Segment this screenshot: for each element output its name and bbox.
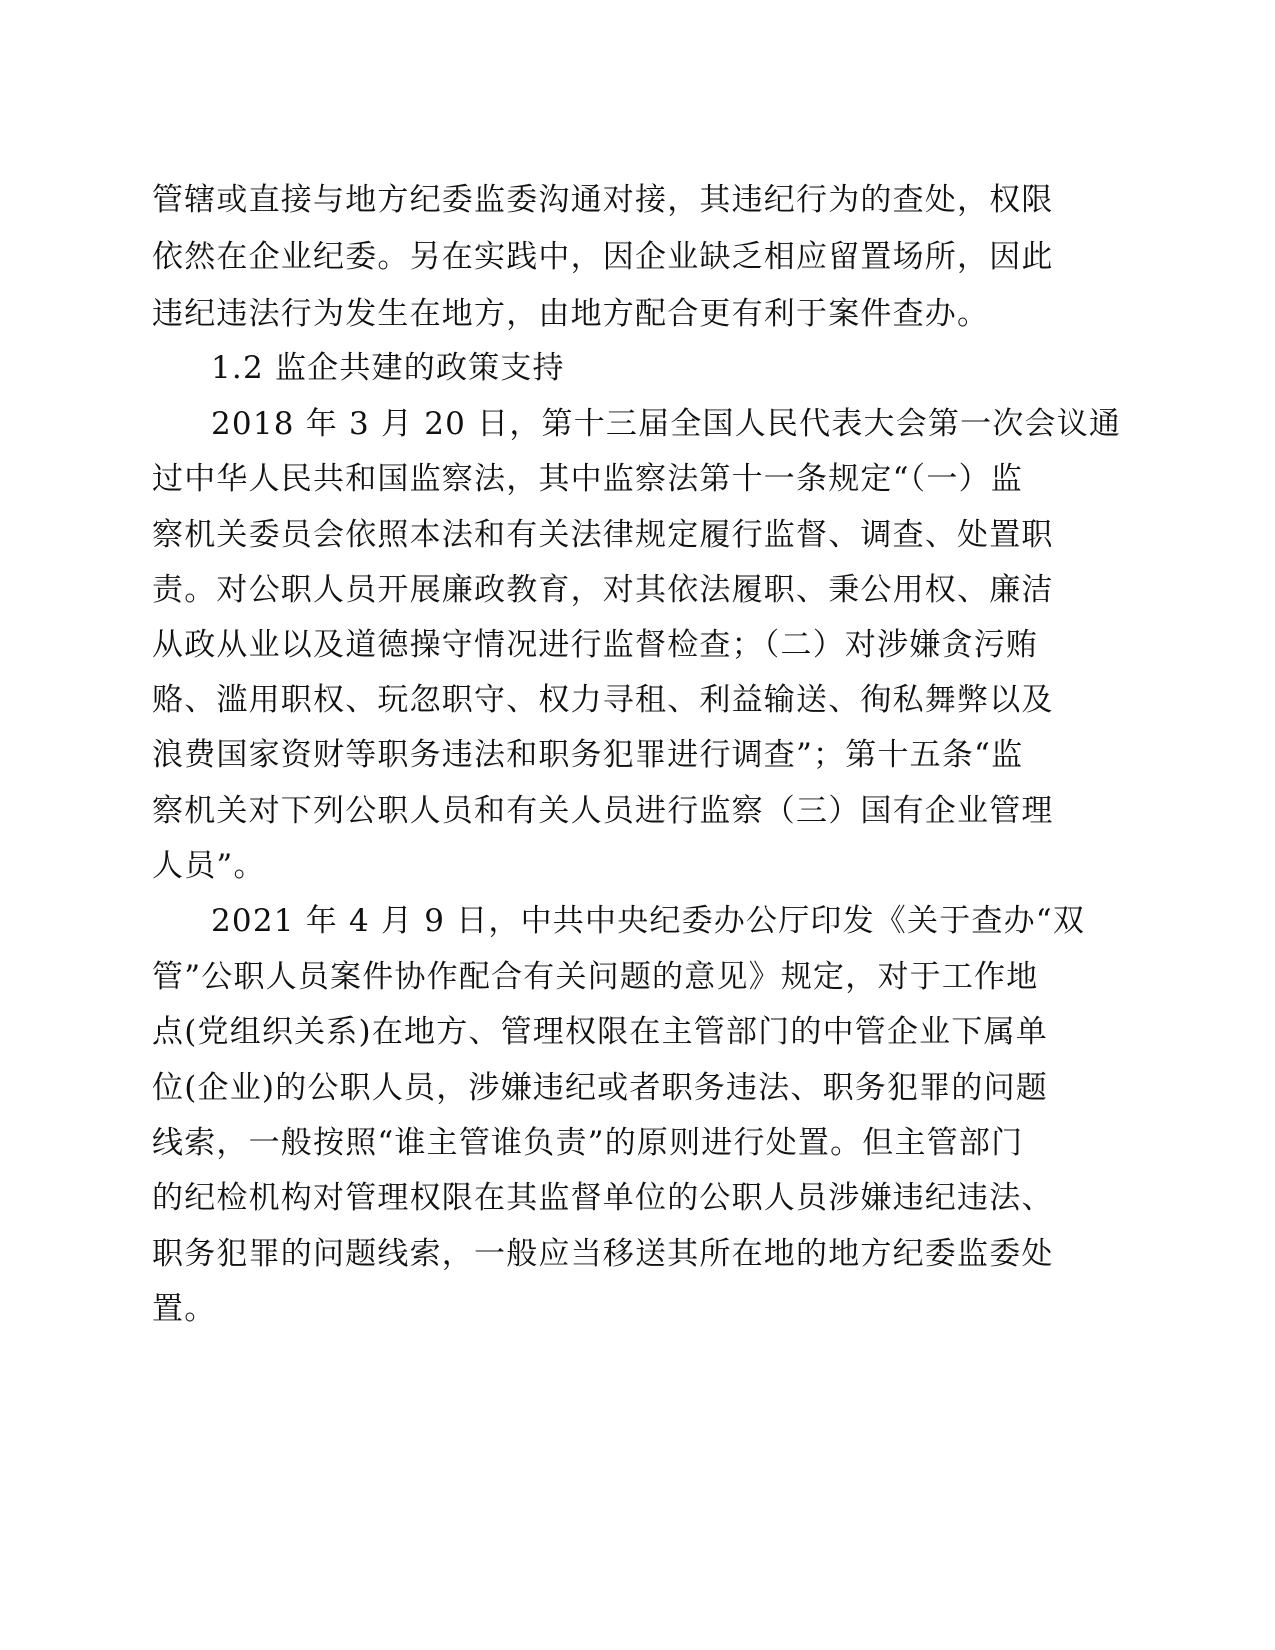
body-text-line: 位(企业)的公职人员，涉嫌违纪或者职务违法、职务犯罪的问题	[152, 1070, 1048, 1106]
section-heading: 1.2 监企共建的政策支持	[211, 350, 565, 386]
body-text-line: 人员”。	[152, 848, 266, 884]
body-text-line: 点(党组织关系)在地方、管理权限在主管部门的中管企业下属单	[152, 1014, 1048, 1050]
body-text-line: 察机关对下列公职人员和有关人员进行监察（三）国有企业管理	[152, 793, 1054, 829]
body-text-line: 浪费国家资财等职务违法和职务犯罪进行调查”；第十五条“监	[152, 737, 1024, 773]
body-text-line: 2021 年 4 月 9 日，中共中央纪委办公厅印发《关于查办“双	[211, 903, 1086, 939]
body-text-line: 违纪违法行为发生在地方，由地方配合更有利于案件查办。	[152, 296, 990, 332]
body-text-line: 职务犯罪的问题线索，一般应当移送其所在地的地方纪委监委处	[152, 1236, 1054, 1272]
body-text-line: 置。	[152, 1291, 217, 1327]
body-text-line: 赂、滥用职权、玩忽职守、权力寻租、利益输送、徇私舞弊以及	[152, 682, 1054, 718]
body-text-line: 管辖或直接与地方纪委监委沟通对接，其违纪行为的查处，权限	[152, 182, 1054, 218]
body-text-line: 过中华人民共和国监察法，其中监察法第十一条规定“（一）监	[152, 461, 1023, 497]
body-text-line: 依然在企业纪委。另在实践中，因企业缺乏相应留置场所，因此	[152, 239, 1054, 275]
body-text-line: 责。对公职人员开展廉政教育，对其依法履职、秉公用权、廉洁	[152, 572, 1054, 608]
body-text-line: 察机关委员会依照本法和有关法律规定履行监督、调查、处置职	[152, 517, 1054, 553]
body-text-line: 的纪检机构对管理权限在其监督单位的公职人员涉嫌违纪违法、	[152, 1180, 1054, 1216]
body-text-line: 从政从业以及道德操守情况进行监督检查；（二）对涉嫌贪污贿	[152, 627, 1039, 663]
body-text-line: 管”公职人员案件协作配合有关问题的意见》规定，对于工作地	[152, 959, 1039, 995]
body-text-line: 线索，一般按照“谁主管谁负责”的原则进行处置。但主管部门	[152, 1125, 1024, 1161]
body-text-line: 2018 年 3 月 20 日，第十三届全国人民代表大会第一次会议通	[211, 406, 1122, 442]
